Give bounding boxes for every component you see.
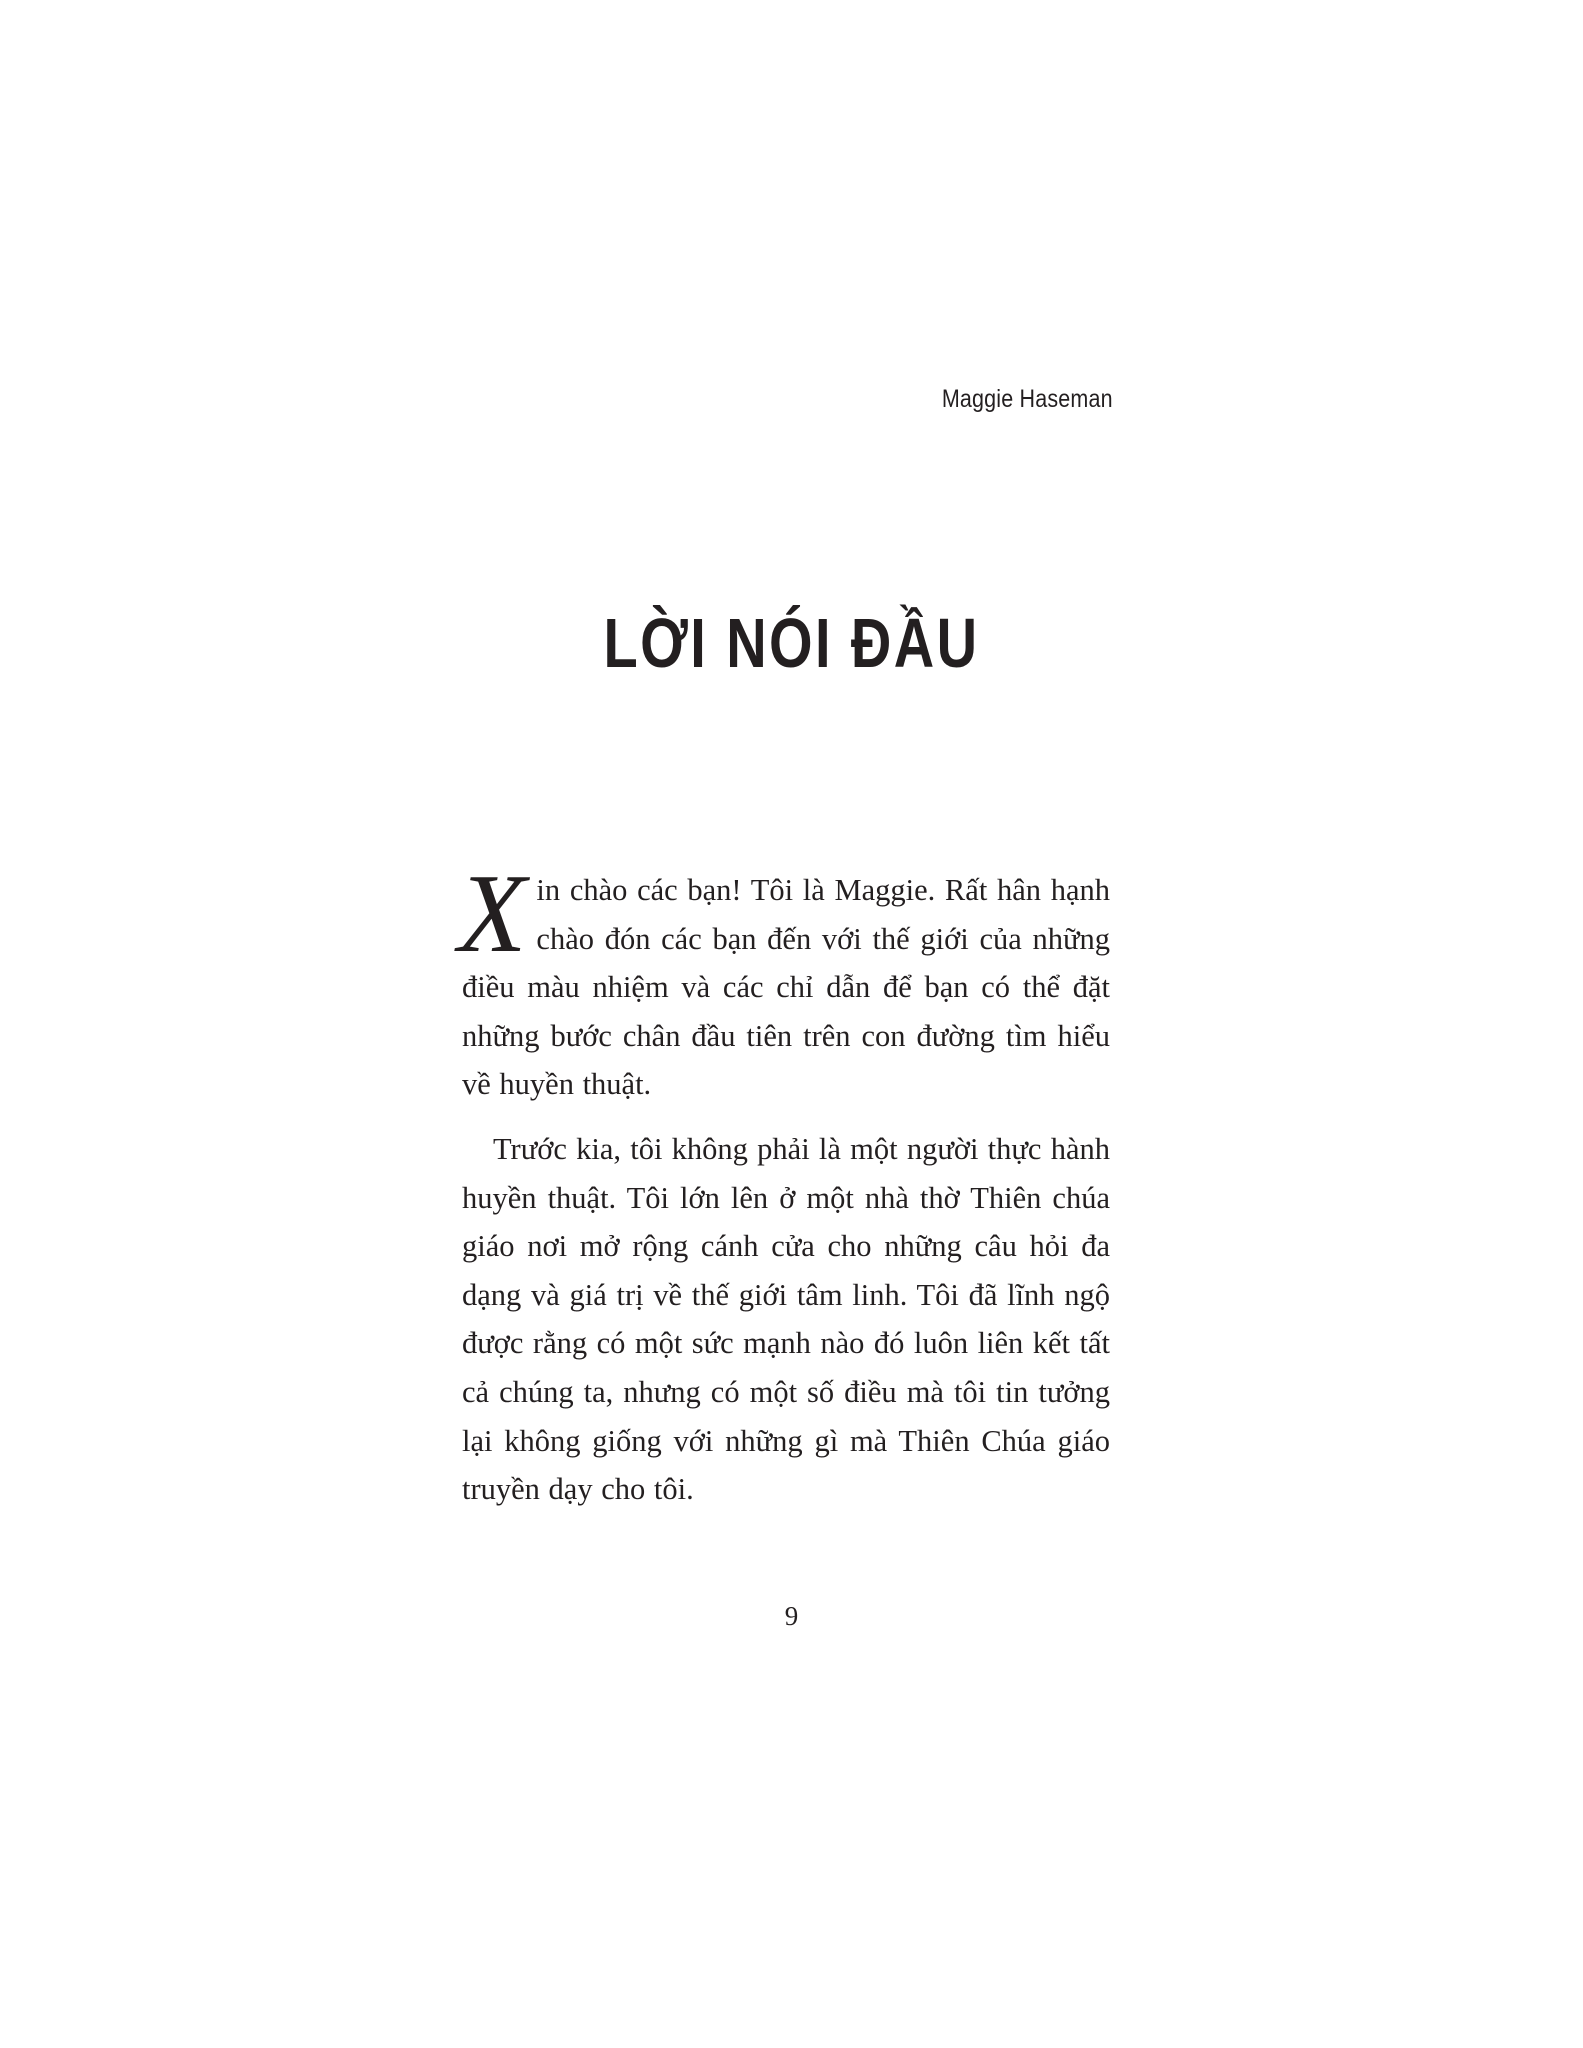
drop-cap-letter: X [458,852,527,976]
page-number: 9 [784,1601,799,1631]
paragraph-2: Trước kia, tôi không phải là một người thực hành huyền thuật. Tôi lớn lên ở một nhà thờ Thiên chúa giáo nơi mở rộng cánh cửa cho những câu hỏi đa dạng và giá trị về thế giới tâm linh. Tôi đã lĩnh ngộ được rằng có một sức mạnh nào đó luôn liên kết tất cả chúng ta, nhưng có một số điều mà tôi tin tưởng lại không giống với những gì mà Thiên Chúa giáo truyền dạy cho tôi. [462,1131,1110,1507]
chapter-title: LỜI NÓI ĐẦU [603,604,980,682]
running-header-author: Maggie Haseman [942,385,1113,413]
paragraph-1-text: in chào các bạn! Tôi là Maggie. Rất hân hạnh chào đón các bạn đến với thế giới của những điều màu nhiệm và các chỉ dẫn để bạn có thể đặt những bước chân đầu tiên trên con đường tìm hiểu về huyền thuật. [462,873,1110,1102]
paragraph-1 [458,852,1110,1109]
body-text [458,852,1110,1514]
